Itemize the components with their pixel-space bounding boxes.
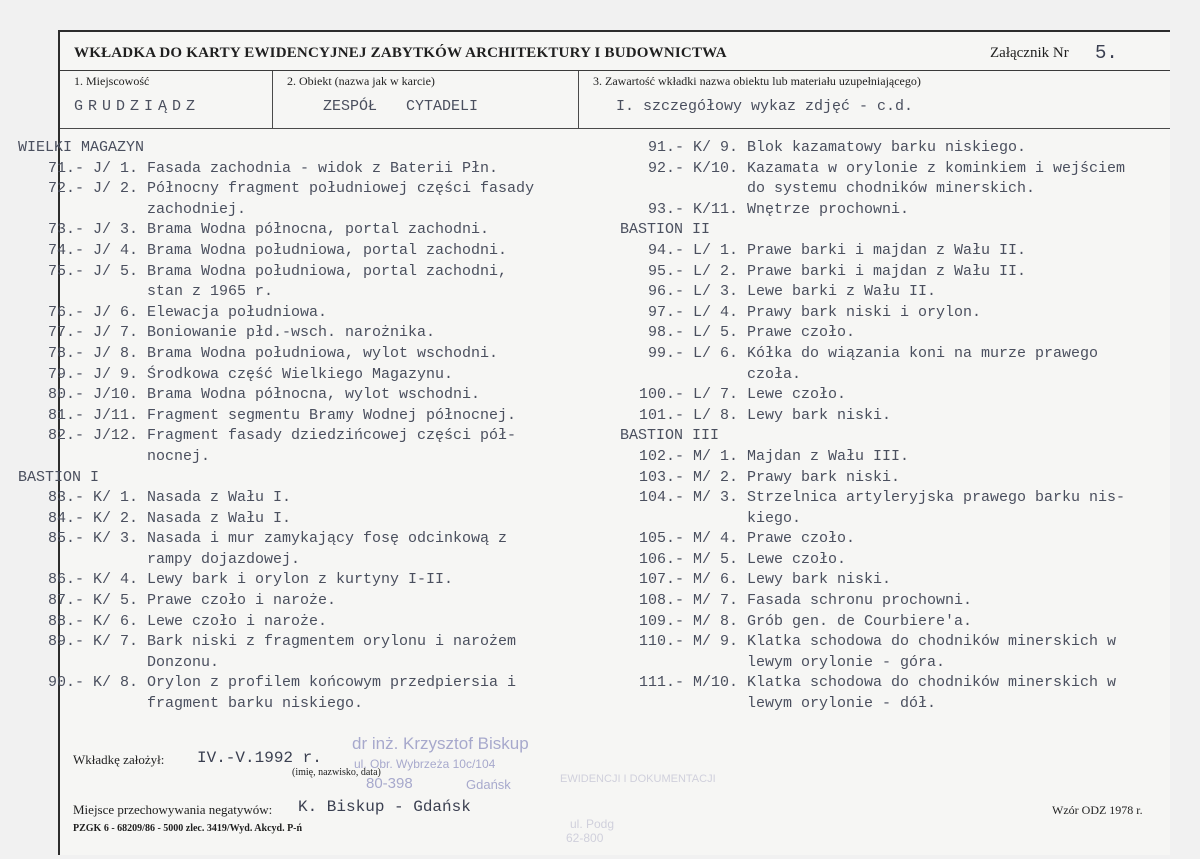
photo-number: 82.- J/12. bbox=[47, 427, 138, 445]
photo-entry bbox=[620, 303, 1180, 324]
photo-number: 106.- M/ 5. bbox=[638, 550, 738, 568]
description-line: czoła. bbox=[738, 365, 802, 383]
photo-number: 83.- K/ 1. bbox=[47, 489, 138, 507]
photo-description bbox=[138, 303, 327, 324]
photo-number: 84.- K/ 2. bbox=[47, 509, 138, 527]
photo-description bbox=[138, 159, 498, 180]
description-line: Grób gen. de Courbiere'a. bbox=[738, 612, 973, 630]
description-line: Blok kazamatowy barku niskiego. bbox=[738, 139, 1027, 156]
created-label: Wkładkę założył: bbox=[73, 752, 165, 767]
description-line: Nasada z Wału I. bbox=[138, 489, 292, 507]
section-heading: WIELKI MAGAZYN bbox=[18, 139, 145, 156]
photo-description bbox=[138, 570, 453, 591]
description-line: Brama Wodna południowa, portal zachodni, bbox=[138, 262, 508, 280]
description-line: Kazamata w orylonie z kominkiem i wejściem bbox=[738, 159, 1126, 177]
photo-number: 100.- L/ 7. bbox=[638, 386, 738, 404]
photo-number: 111.- M/10. bbox=[638, 674, 738, 692]
section-heading: BASTION I bbox=[18, 468, 100, 486]
faint-stamp-line-1: EWIDENCJI I DOKUMENTACJI bbox=[560, 773, 716, 785]
photo-number: 92.- K/10. bbox=[647, 159, 738, 177]
card-header bbox=[60, 32, 1170, 71]
photo-description bbox=[138, 591, 336, 612]
description-line: Prawe barki i majdan z Wału II. bbox=[738, 262, 1027, 280]
photo-number: 73.- J/ 3. bbox=[47, 221, 138, 239]
photo-number: 87.- K/ 5. bbox=[47, 592, 138, 610]
photo-entry bbox=[620, 612, 1180, 633]
created-hint: (imię, nazwisko, data) bbox=[292, 767, 381, 778]
photo-number: 98.- L/ 5. bbox=[647, 324, 738, 342]
content-field bbox=[579, 71, 1169, 128]
photo-entry bbox=[18, 241, 598, 262]
description-line: Środkowa część Wielkiego Magazynu. bbox=[138, 365, 454, 383]
photo-entry bbox=[18, 632, 598, 673]
description-line: Brama Wodna północna, wylot wschodni. bbox=[138, 386, 481, 404]
photo-entry bbox=[18, 591, 598, 612]
description-line: Brama Wodna południowa, portal zachodni. bbox=[138, 241, 508, 259]
photo-description bbox=[138, 488, 291, 509]
content-label: 3. Zawartość wkładki nazwa obiektu lub materiału uzupełniającego) bbox=[593, 74, 921, 88]
photo-number: 74.- J/ 4. bbox=[47, 241, 138, 259]
photo-number: 78.- J/ 8. bbox=[47, 344, 138, 362]
attachment-number: 5. bbox=[1095, 42, 1118, 64]
description-line: Prawe czoło i naroże. bbox=[138, 592, 337, 610]
description-line: Lewe barki z Wału II. bbox=[738, 283, 937, 301]
photo-entry bbox=[18, 509, 598, 530]
photo-number: 86.- K/ 4. bbox=[47, 571, 138, 589]
locality-label: 1. Miejscowość bbox=[74, 74, 150, 88]
field-row bbox=[60, 71, 1170, 129]
photo-description bbox=[138, 385, 480, 406]
content-value: I. szczegółowy wykaz zdjęć - c.d. bbox=[616, 98, 914, 115]
photo-description bbox=[738, 468, 900, 489]
photo-entry bbox=[620, 591, 1180, 612]
photo-description bbox=[138, 262, 507, 303]
description-line: nocnej. bbox=[138, 447, 211, 465]
photo-number: 110.- M/ 9. bbox=[638, 633, 738, 651]
description-line: Kółka do wiązania koni na murze prawego bbox=[738, 344, 1099, 362]
photo-description bbox=[138, 406, 516, 427]
photo-number: 104.- M/ 3. bbox=[638, 489, 738, 507]
photo-entry bbox=[620, 344, 1180, 385]
description-line: Prawe barki i majdan z Wału II. bbox=[738, 241, 1027, 259]
photo-entry bbox=[620, 632, 1180, 673]
photo-description bbox=[738, 406, 891, 427]
photo-entry bbox=[620, 550, 1180, 571]
photo-description bbox=[738, 529, 855, 550]
photo-description bbox=[738, 200, 909, 221]
photo-entry bbox=[18, 159, 598, 180]
description-line: Prawe czoło. bbox=[738, 530, 856, 548]
photo-number: 81.- J/11. bbox=[47, 406, 138, 424]
photo-description bbox=[738, 323, 855, 344]
description-line: Bark niski z fragmentem orylonu i narożem bbox=[138, 633, 517, 651]
photo-description bbox=[738, 447, 909, 468]
photo-entry bbox=[18, 488, 598, 509]
photo-description bbox=[738, 159, 1125, 200]
photo-number: 79.- J/ 9. bbox=[47, 365, 138, 383]
description-line: lewym orylonie - góra. bbox=[738, 653, 946, 671]
photo-entry bbox=[18, 303, 598, 324]
faint-stamp-line-3: 62-800 bbox=[566, 831, 604, 845]
photo-number: 103.- M/ 2. bbox=[638, 468, 738, 486]
photo-description bbox=[138, 179, 534, 220]
photo-entry bbox=[620, 200, 1180, 221]
photo-entry bbox=[620, 468, 1180, 489]
locality-value: GRUDZIĄDZ bbox=[74, 98, 201, 115]
description-line: do systemu chodników minerskich. bbox=[738, 180, 1036, 198]
photo-number: 102.- M/ 1. bbox=[638, 447, 738, 465]
photo-entry bbox=[18, 344, 598, 365]
photo-description bbox=[138, 323, 435, 344]
description-line: Boniowanie płd.-wsch. narożnika. bbox=[138, 324, 436, 342]
description-line: Fasada zachodnia - widok z Baterii Płn. bbox=[138, 159, 499, 177]
description-line: Fasada schronu prochowni. bbox=[738, 592, 973, 610]
description-line: Klatka schodowa do chodników minerskich w bbox=[738, 633, 1117, 651]
description-line: stan z 1965 r. bbox=[138, 283, 274, 301]
description-line: kiego. bbox=[738, 509, 802, 527]
photo-entry bbox=[620, 406, 1180, 427]
photo-number: 85.- K/ 3. bbox=[47, 530, 138, 548]
photo-description bbox=[138, 344, 498, 365]
photo-entry bbox=[18, 262, 598, 303]
photo-description bbox=[738, 488, 1125, 529]
object-value: ZESPÓŁ CYTADELI bbox=[323, 98, 479, 115]
description-line: Elewacja południowa. bbox=[138, 303, 328, 321]
photo-number: 89.- K/ 7. bbox=[47, 633, 138, 651]
faint-stamp-line-2: ul. Podg bbox=[570, 817, 615, 831]
photo-number: 101.- L/ 8. bbox=[638, 406, 738, 424]
stamp-line-3: 80-398 bbox=[366, 775, 413, 792]
photo-number: 72.- J/ 2. bbox=[47, 180, 138, 198]
photo-description bbox=[138, 612, 327, 633]
photo-entry bbox=[620, 673, 1180, 714]
print-info: PZGK 6 - 68209/86 - 5000 zlec. 3419/Wyd. Akcyd. P-ń bbox=[73, 823, 303, 834]
photo-number: 71.- J/ 1. bbox=[47, 159, 138, 177]
description-line: zachodniej. bbox=[138, 200, 247, 218]
photo-entry bbox=[620, 138, 1180, 159]
photo-number: 105.- M/ 4. bbox=[638, 530, 738, 548]
photo-entry bbox=[620, 159, 1180, 200]
description-line: Fragment segmentu Bramy Wodnej północnej. bbox=[138, 406, 517, 424]
photo-entry bbox=[620, 529, 1180, 550]
photo-description bbox=[738, 303, 981, 324]
photo-entry bbox=[18, 406, 598, 427]
photo-description bbox=[738, 262, 1026, 283]
section-heading: BASTION III bbox=[620, 427, 720, 445]
photo-description bbox=[138, 529, 507, 570]
description-line: Lewy bark i orylon z kurtyny I-II. bbox=[138, 571, 454, 589]
photo-entry bbox=[18, 323, 598, 344]
description-line: Prawy bark niski i orylon. bbox=[738, 303, 982, 321]
photo-description bbox=[738, 344, 1098, 385]
created-value: IV.-V.1992 r. bbox=[197, 749, 322, 767]
locality-field bbox=[60, 71, 273, 128]
description-line: Wnętrze prochowni. bbox=[738, 200, 910, 218]
description-line: Orylon z profilem końcowym przedpiersia i bbox=[138, 674, 517, 692]
photo-entry bbox=[18, 673, 598, 714]
photo-entry bbox=[620, 262, 1180, 283]
photo-number: 80.- J/10. bbox=[47, 386, 138, 404]
description-line: Fragment fasady dziedzińcowej części pół- bbox=[138, 427, 517, 445]
photo-entry bbox=[620, 385, 1180, 406]
description-line: Prawy bark niski. bbox=[738, 468, 901, 486]
description-line: Prawe czoło. bbox=[738, 324, 856, 342]
photo-entry bbox=[18, 385, 598, 406]
photo-description bbox=[138, 426, 516, 467]
description-line: Północny fragment południowej części fasady bbox=[138, 180, 535, 198]
description-line: Brama Wodna południowa, wylot wschodni. bbox=[138, 344, 499, 362]
photo-number: 88.- K/ 6. bbox=[47, 612, 138, 630]
photo-number: 75.- J/ 5. bbox=[47, 262, 138, 280]
photo-description bbox=[738, 673, 1116, 714]
section-heading: BASTION II bbox=[620, 221, 711, 239]
photo-entry bbox=[620, 447, 1180, 468]
description-line: Lewe czoło. bbox=[738, 386, 847, 404]
description-line: Brama Wodna północna, portal zachodni. bbox=[138, 221, 490, 239]
photo-entry bbox=[620, 570, 1180, 591]
stamp-line-2: ul. Obr. Wybrzeża 10c/104 bbox=[354, 757, 496, 771]
description-line: Nasada z Wału I. bbox=[138, 509, 292, 527]
photo-number: 108.- M/ 7. bbox=[638, 592, 738, 610]
description-line: Klatka schodowa do chodników minerskich w bbox=[738, 674, 1117, 692]
photo-description bbox=[738, 591, 972, 612]
description-line: Donzonu. bbox=[138, 653, 220, 671]
photo-description bbox=[138, 509, 291, 530]
photo-description bbox=[738, 570, 891, 591]
photo-description bbox=[138, 365, 453, 386]
photo-description bbox=[738, 632, 1116, 673]
photo-number: 95.- L/ 2. bbox=[647, 262, 738, 280]
object-field bbox=[273, 71, 579, 128]
description-line: Majdan z Wału III. bbox=[738, 447, 910, 465]
description-line: rampy dojazdowej. bbox=[138, 550, 301, 568]
photo-entry bbox=[18, 220, 598, 241]
photo-number: 90.- K/ 8. bbox=[47, 674, 138, 692]
storage-label: Miejsce przechowywania negatywów: bbox=[73, 802, 273, 817]
photo-description bbox=[138, 241, 507, 262]
photo-entry bbox=[18, 570, 598, 591]
stamp-line-1: dr inż. Krzysztof Biskup bbox=[352, 734, 529, 753]
photo-description bbox=[138, 673, 516, 714]
photo-entry bbox=[18, 365, 598, 386]
description-line: Lewy bark niski. bbox=[738, 571, 892, 589]
attachment-label: Załącznik Nr bbox=[990, 45, 1069, 61]
description-line: Lewe czoło. bbox=[738, 550, 847, 568]
photo-description bbox=[738, 138, 1026, 159]
photo-entry bbox=[18, 179, 598, 220]
photo-number: 99.- L/ 6. bbox=[647, 344, 738, 362]
photo-description bbox=[738, 612, 972, 633]
photo-description bbox=[738, 241, 1026, 262]
photo-entry bbox=[18, 426, 598, 467]
photo-entry bbox=[620, 323, 1180, 344]
photo-description bbox=[738, 550, 846, 571]
photo-number: 93.- K/11. bbox=[647, 200, 738, 218]
photo-description bbox=[738, 385, 846, 406]
description-line: Lewy bark niski. bbox=[738, 406, 892, 424]
photo-number: 107.- M/ 6. bbox=[638, 571, 738, 589]
photo-number: 77.- J/ 7. bbox=[47, 324, 138, 342]
photo-number: 96.- L/ 3. bbox=[647, 283, 738, 301]
form-id: Wzór ODZ 1978 r. bbox=[1052, 803, 1143, 817]
photo-number: 109.- M/ 8. bbox=[638, 612, 738, 630]
description-line: lewym orylonie - dół. bbox=[738, 695, 937, 713]
storage-value: K. Biskup - Gdańsk bbox=[298, 798, 471, 816]
photo-number: 91.- K/ 9. bbox=[647, 139, 738, 156]
description-line: fragment barku niskiego. bbox=[138, 695, 364, 713]
object-label: 2. Obiekt (nazwa jak w karcie) bbox=[287, 74, 435, 88]
photo-number: 97.- L/ 4. bbox=[647, 303, 738, 321]
photo-entry bbox=[18, 612, 598, 633]
description-line: Lewe czoło i naroże. bbox=[138, 612, 328, 630]
photo-entry bbox=[620, 241, 1180, 262]
photo-entry bbox=[18, 529, 598, 570]
photo-list-left bbox=[18, 138, 598, 715]
photo-entry bbox=[620, 282, 1180, 303]
photo-list-right bbox=[620, 138, 1180, 715]
photo-number: 76.- J/ 6. bbox=[47, 303, 138, 321]
stamp-line-4: Gdańsk bbox=[466, 777, 511, 792]
photo-description bbox=[138, 632, 516, 673]
photo-number: 94.- L/ 1. bbox=[647, 241, 738, 259]
description-line: Nasada i mur zamykający fosę odcinkową z bbox=[138, 530, 508, 548]
card-title: WKŁADKA DO KARTY EWIDENCYJNEJ ZABYTKÓW ARCHITEKTURY I BUDOWNICTWA bbox=[74, 45, 727, 61]
photo-entry bbox=[620, 488, 1180, 529]
photo-description bbox=[738, 282, 936, 303]
photo-description bbox=[138, 220, 489, 241]
description-line: Strzelnica artyleryjska prawego barku nis- bbox=[738, 489, 1126, 507]
